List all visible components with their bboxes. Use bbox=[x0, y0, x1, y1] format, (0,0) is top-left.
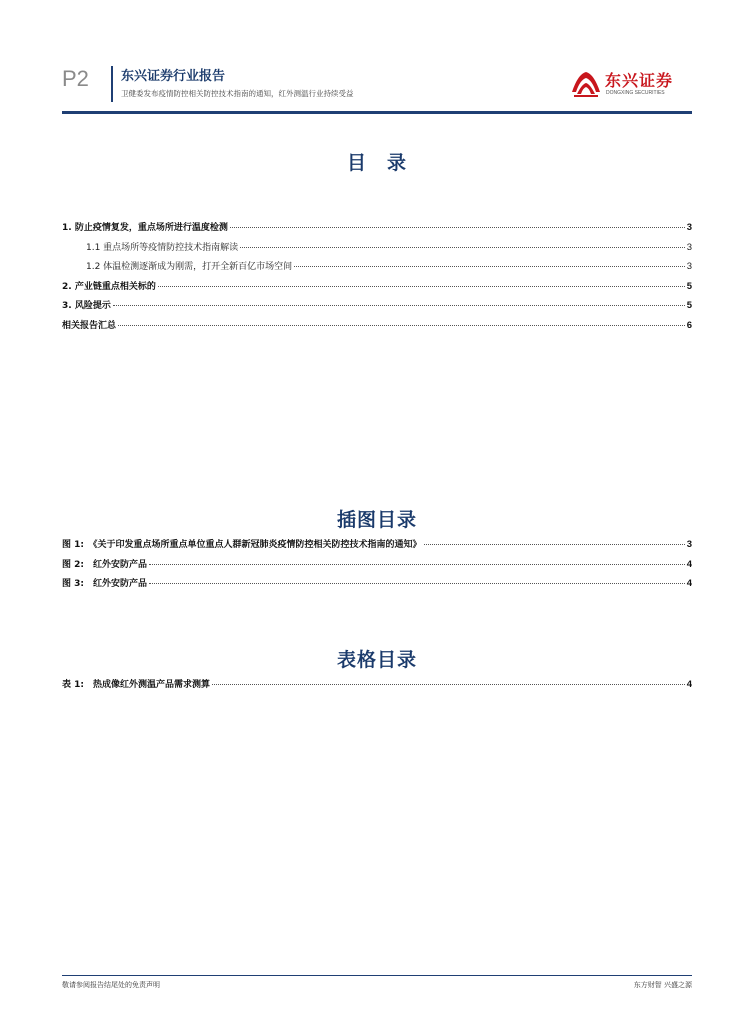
toc-entry-label: 2. 产业链重点相关标的 bbox=[62, 281, 156, 292]
figure-entry-page: 4 bbox=[686, 558, 692, 570]
toc-title: 目 录 bbox=[346, 152, 407, 174]
figure-entry-label: 图 1: 《关于印发重点场所重点单位重点人群新冠肺炎疫情防控相关防控技术指南的通知》 bbox=[62, 540, 422, 550]
logo-english-text: DONGXING SECURITIES bbox=[606, 90, 665, 96]
table-entry-page: 4 bbox=[686, 679, 692, 690]
figure-entry[interactable] bbox=[62, 557, 692, 577]
figure-entry[interactable] bbox=[62, 537, 692, 557]
company-logo bbox=[570, 64, 692, 104]
toc-entry-page: 5 bbox=[686, 280, 692, 292]
toc-entry[interactable] bbox=[62, 279, 692, 299]
toc-entry-page: 5 bbox=[686, 300, 692, 311]
logo-chinese-text: 东兴证券 bbox=[605, 71, 674, 90]
dot-leader bbox=[158, 285, 685, 287]
toc-entry-page: 3 bbox=[686, 222, 692, 233]
toc-entry-label: 1.2 体温检测逐渐成为刚需，打开全新百亿市场空间 bbox=[86, 262, 293, 272]
page-number: P2 bbox=[62, 66, 89, 91]
dot-leader bbox=[424, 543, 685, 545]
header-rule bbox=[62, 111, 692, 114]
toc-entry[interactable] bbox=[62, 318, 692, 338]
figure-entry-label: 图 3: 红外安防产品 bbox=[62, 579, 147, 589]
toc-entry[interactable] bbox=[62, 220, 692, 240]
dot-leader bbox=[118, 324, 685, 326]
toc-entry[interactable] bbox=[62, 298, 692, 318]
figure-entry[interactable] bbox=[62, 576, 692, 596]
figures-title: 插图目录 bbox=[336, 509, 417, 531]
toc-entry[interactable] bbox=[62, 240, 692, 260]
tables-title: 表格目录 bbox=[336, 649, 417, 671]
toc-entry-page: 6 bbox=[686, 319, 692, 331]
toc-entry-page: 3 bbox=[686, 241, 692, 253]
toc-entry-label: 相关报告汇总 bbox=[62, 320, 117, 331]
figure-entry-label: 图 2: 红外安防产品 bbox=[62, 559, 147, 570]
dot-leader bbox=[149, 563, 685, 565]
figures-list bbox=[62, 537, 692, 596]
tables-list bbox=[62, 677, 692, 697]
toc-entry-label: 1. 防止疫情复发，重点场所进行温度检测 bbox=[62, 223, 228, 233]
toc-entry[interactable] bbox=[62, 259, 692, 279]
footer-rule bbox=[62, 975, 692, 976]
dot-leader bbox=[294, 265, 685, 267]
logo-mark-icon bbox=[570, 68, 602, 98]
dot-leader bbox=[230, 226, 685, 228]
report-title: 东兴证券行业报告 bbox=[121, 69, 226, 84]
page-header bbox=[62, 64, 692, 116]
toc-entry-label: 1.1 重点场所等疫情防控技术指南解读 bbox=[86, 242, 239, 253]
header-divider bbox=[111, 66, 113, 102]
toc-list bbox=[62, 220, 692, 337]
figure-entry-page: 3 bbox=[686, 539, 692, 550]
dot-leader bbox=[240, 246, 685, 248]
table-entry-label: 表 1: 热成像红外测温产品需求测算 bbox=[62, 680, 210, 690]
footer-disclaimer: 敬请参阅报告结尾处的免责声明 bbox=[62, 981, 160, 989]
dot-leader bbox=[212, 683, 685, 685]
table-entry[interactable] bbox=[62, 677, 692, 697]
dot-leader bbox=[149, 582, 685, 584]
toc-entry-label: 3. 风险提示 bbox=[62, 301, 111, 311]
figure-entry-page: 4 bbox=[686, 578, 692, 589]
toc-entry-page: 3 bbox=[686, 261, 692, 272]
dot-leader bbox=[113, 304, 685, 306]
footer-slogan: 东方财智 兴盛之源 bbox=[633, 981, 692, 989]
report-subtitle: 卫健委发布疫情防控相关防控技术指南的通知，红外测温行业持续受益 bbox=[121, 89, 354, 98]
